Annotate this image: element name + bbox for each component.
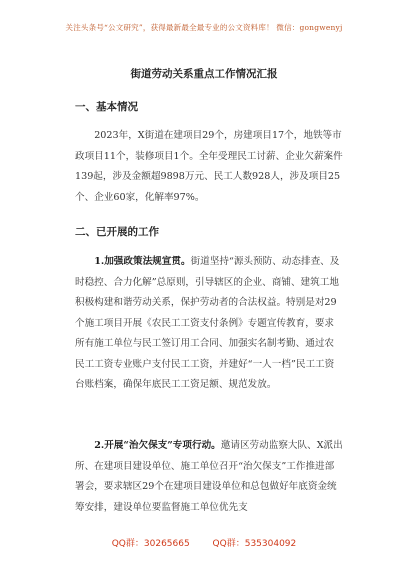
paragraph-lead: 1.加强政策法规宣贯。 (94, 256, 191, 267)
paragraph-text: 邀请区劳动监察大队、X派出所、在建项目建设单位、施工单位召开“治欠保支”工作推进部署会，要求辖区29个在建项目建设单位和总包做好年底资金统筹安排，建设单位要监督施工单位优先支 (75, 440, 343, 513)
paragraph-policy-publicity (75, 252, 343, 396)
footer-contacts: QQ群：30265665 QQ群：535304092 (111, 539, 297, 549)
paragraph-special-action (75, 436, 343, 518)
paragraph-lead: 2.开展“治欠保支”专项行动。 (94, 440, 221, 451)
paragraph-basic-info (75, 126, 343, 208)
section-heading-basic-info: 一、基本情况 (75, 101, 138, 113)
paragraph-text: 街道坚持“源头预防、动态排查、及时稳控、合力化解”总原则，引导辖区的企业、商铺、建筑工地积极构建和谐劳动关系，保护劳动者的合法权益。特别是对29个施工项目开展《农民工工资支付条例》专题宣传教育，要求所有施工单位与民工签订用工合同、加强实名制考勤、通过农民工工资专业账户支付民工工资，并建好“一人一档”民工工资台账档案，确保年底民工工资足额、规范发放。 (75, 256, 340, 390)
top-banner: 关注头条号“公文研究”，获得最新最全最专业的公文资料库！ 微信：gongwenyj (65, 23, 343, 32)
paragraph-text: 2023年，X街道在建项目29个，房建项目17个，地铁等市政项目11个，装修项目1个。全年受理民工讨薪、企业欠薪案件139起，涉及金额超9898万元、民工人数928人，涉及项目25个、企业60家，化解率97%。 (75, 130, 343, 203)
section-heading-work-done: 二、已开展的工作 (75, 226, 159, 238)
document-title: 街道劳动关系重点工作情况汇报 (130, 68, 278, 80)
